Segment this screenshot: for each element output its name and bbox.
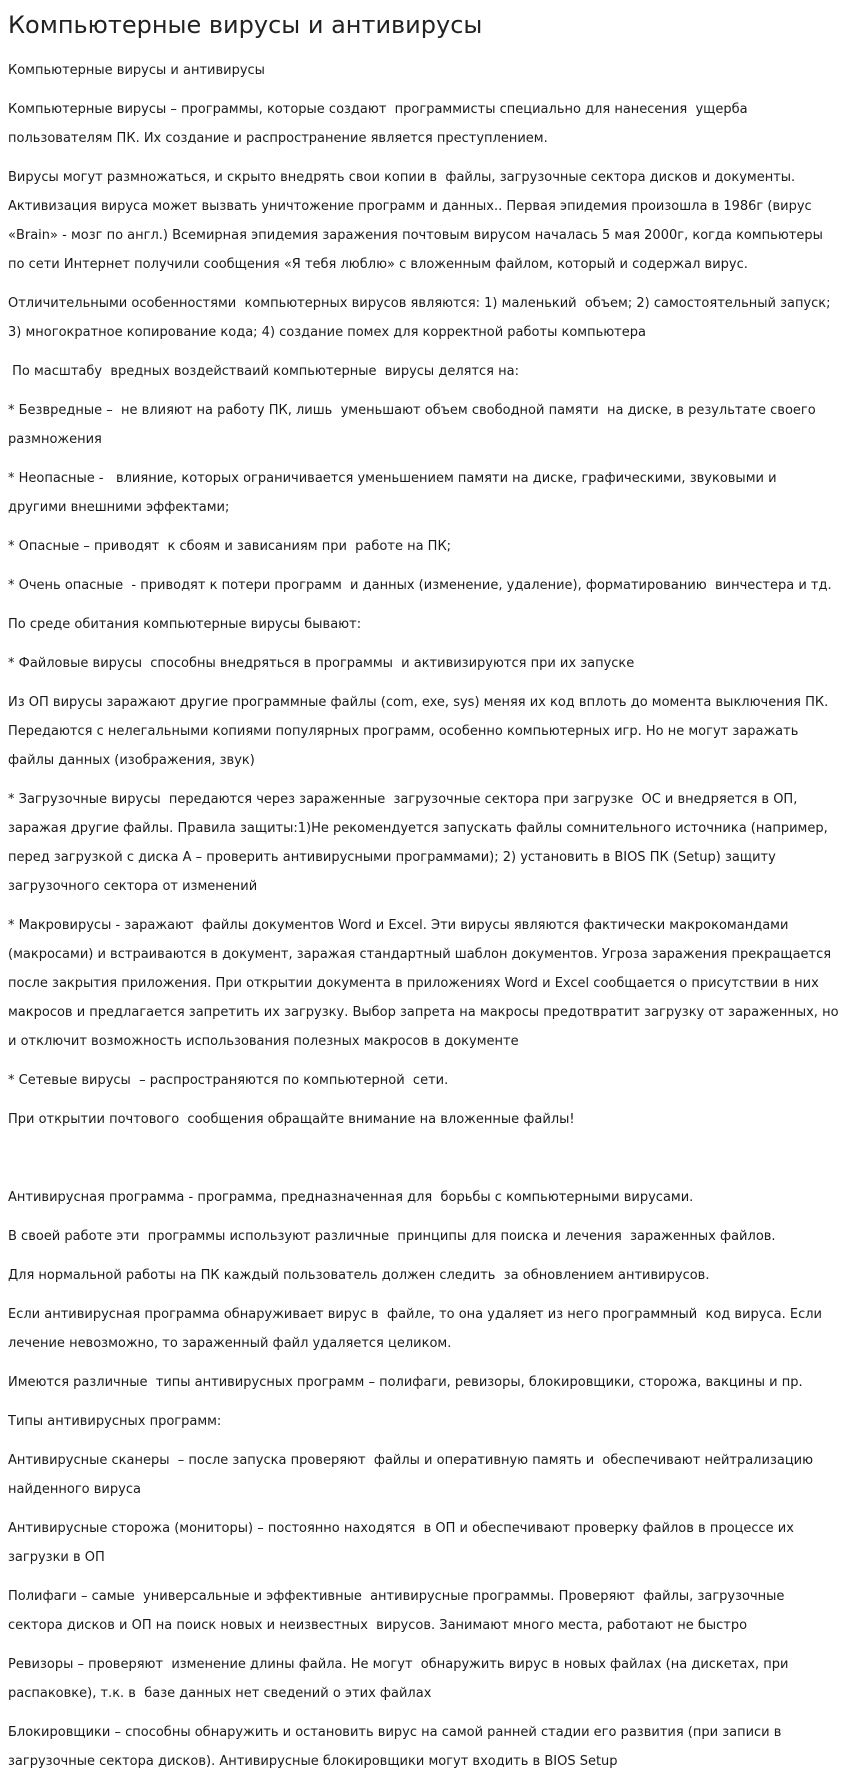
paragraph-features: Отличительными особенностями компьютерных вирусов являются: 1) маленький объем; 2) самостоятельный запуск; 3) многократное копирование кода; 4) создание помех для корректной работы компьютера — [8, 296, 835, 340]
paragraph-antivirus-principles: В своей работе эти программы используют различные принципы для поиска и лечения зараженных файлов. — [8, 1229, 776, 1244]
paragraph-antivirus-kinds: Имеются различные типы антивирусных программ – полифаги, ревизоры, блокировщики, сторожа, вакцины и пр. — [8, 1375, 803, 1390]
paragraph-antivirus-removal: Если антивирусная программа обнаруживает вирус в файле, то она удаляет из него программный код вируса. Если лечение невозможно, то зараженный файл удаляется целиком. — [8, 1307, 827, 1351]
list-item-harmless: * Безвредные – не влияют на работу ПК, лишь уменьшают объем свободной памяти на диске, в результате своего размножения — [8, 403, 820, 447]
list-item-blockers: Блокировщики – способны обнаружить и остановить вирус на самой ранней стадии его развития (при записи в загрузочные сектора дисков). Антивирусные блокировщики могут входить в BIOS Setup — [8, 1725, 786, 1769]
list-item-nondangerous: * Неопасные - влияние, которых ограничивается уменьшением памяти на диске, графическими, звуковыми и другими внешними эффектами; — [8, 471, 781, 515]
list-item-dangerous: * Опасные – приводят к сбоям и зависаниям при работе на ПК; — [8, 539, 452, 554]
article-body — [8, 56, 843, 1776]
list-item-boot-viruses: * Загрузочные вирусы передаются через зараженные загрузочные сектора при загрузке ОС и внедряется в ОП, заражая другие файлы. Правила защиты:1)Не рекомендуется запускать файлы сомнительного источника (например, перед загрузкой с диска А – проверить антивирусными программами); 2) установить в BIOS ПК (Setup) защиту загрузочного сектора от изменений — [8, 792, 832, 894]
paragraph-history: Вирусы могут размножаться, и скрыто внедрять свои копии в файлы, загрузочные сектора дисков и документы. Активизация вируса может вызвать уничтожение программ и данных.. Первая эпидемия произошла в 1986г (вирус «Brain» - мозг по англ.) Всемирная эпидемия заражения почтовым вирусом началась 5 мая 2000г, когда компьютеры по сети Интернет получили сообщения «Я тебя люблю» с вложенным файлом, который и содержал вирус. — [8, 170, 828, 272]
list-item-polyphages: Полифаги – самые универсальные и эффективные антивирусные программы. Проверяют файлы, загрузочные сектора дисков и ОП на поиск новых и неизвестных вирусов. Занимают много места, работают не быстро — [8, 1589, 789, 1633]
list-item-auditors: Ревизоры – проверяют изменение длины файла. Не могут обнаружить вирус в новых файлах (на дискетах, при распаковке), т.к. в базе данных нет сведений о этих файлах — [8, 1657, 793, 1701]
paragraph-antivirus-definition: Антивирусная программа - программа, предназначенная для борьбы с компьютерными вирусами. — [8, 1190, 694, 1205]
list-item-macro-viruses: * Макровирусы - заражают файлы документов Word и Excel. Эти вирусы являются фактически макрокомандами (макросами) и встраиваются в документ, заражая стандартный шаблон документов. Угроза заражения прекращается после закрытия приложения. При открытии документа в приложениях Word и Excel сообщается о присутствии в них макросов и предлагается запретить их загрузку. Выбор запрета на макросы предотвратит загрузку от зараженных, но и отключит возможность использования полезных макросов в документе — [8, 918, 843, 1049]
paragraph-antivirus-types-heading: Типы антивирусных программ: — [8, 1414, 222, 1429]
blank-line — [8, 1144, 839, 1173]
list-item-file-viruses: * Файловые вирусы способны внедряться в программы и активизируются при их запуске — [8, 656, 635, 671]
paragraph-habitat-intro: По среде обитания компьютерные вирусы бывают: — [8, 617, 362, 632]
paragraph-subtitle: Компьютерные вирусы и антивирусы — [8, 63, 265, 78]
paragraph-definition: Компьютерные вирусы – программы, которые создают программисты специально для нанесения ущерба пользователям ПК. Их создание и распространение является преступлением. — [8, 102, 752, 146]
page-title: Компьютерные вирусы и антивирусы — [8, 11, 483, 39]
list-item-network-viruses: * Сетевые вирусы – распространяются по компьютерной сети. — [8, 1073, 449, 1088]
paragraph-antivirus-updates: Для нормальной работы на ПК каждый пользователь должен следить за обновлением антивирусов. — [8, 1268, 710, 1283]
paragraph-scale-intro: По масштабу вредных воздействаий компьютерные вирусы делятся на: — [8, 364, 519, 379]
paragraph-file-viruses-details: Из ОП вирусы заражают другие программные файлы (com, exe, sys) меняя их код вплоть до момента выключения ПК. Передаются с нелегальными копиями популярных программ, особенно компьютерных игр. Но не могут заражать файлы данных (изображения, звук) — [8, 695, 833, 768]
list-item-very-dangerous: * Очень опасные - приводят к потери программ и данных (изменение, удаление), форматированию винчестера и тд. — [8, 578, 832, 593]
list-item-monitors: Антивирусные сторожа (мониторы) – постоянно находятся в ОП и обеспечивают проверку файлов в процессе их загрузки в ОП — [8, 1521, 799, 1565]
list-item-scanners: Антивирусные сканеры – после запуска проверяют файлы и оперативную память и обеспечивают нейтрализацию найденного вируса — [8, 1453, 818, 1497]
paragraph-email-warning: При открытии почтового сообщения обращайте внимание на вложенные файлы! — [8, 1112, 575, 1127]
